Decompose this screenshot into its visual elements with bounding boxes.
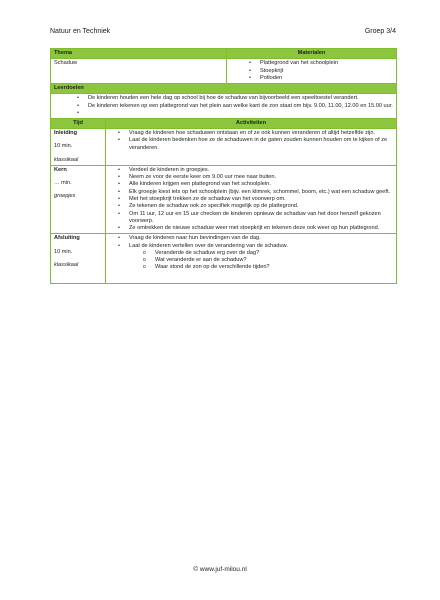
material-item: • Plattegrond van het schoolplein [260,60,393,67]
activity-item: • Laat de kinderen vertellen over de verandering van de schaduw. [129,243,393,250]
activity-item: • Alle kinderen krijgen een plattegrond van het schoolplein. [129,181,393,188]
empty-bullet [88,110,393,117]
page-header [50,28,396,40]
kern-row [51,165,397,233]
phase-form: groepjes [54,193,76,200]
materials-cell [227,59,397,84]
question-item: o Veranderde de schaduw erg over de dag? [155,250,393,257]
afsluiting-activities [106,234,397,283]
goal-item: • De kinderen houden een hele dag op school bij hoe de schaduw van bijvoorbeeld een speeltoestel verandert. [88,95,393,102]
question-item: o Waar stond de zon op de verschillende tijden? [155,264,393,271]
activity-item: • Met het stoepkrijt trekken ze de schaduw van het voorwerp om. [129,196,393,203]
kern-time-cell [51,165,106,233]
activity-item: • Laat de kinderen bedenken hoe ze de schaduwen in de gaten zouden kunnen houden om te kijken of ze veranderen. [129,137,393,152]
lesson-plan-table [50,48,397,284]
footer-credit: © www.juf-milou.nl [193,566,247,573]
leerdoelen-header-row [51,84,397,94]
activity-item: • Verdeel de kinderen in groepjes. [129,167,393,174]
phase-duration: 10 min. [54,143,73,150]
leerdoelen-cell [51,94,397,119]
question-item: o Wat veranderde er aan de schaduw? [155,257,393,264]
materials-label: Materialen [227,49,397,59]
thema-row [51,59,397,84]
activity-item: • Om 11 uur, 12 uur en 15 uur checken de kinderen opnieuw de schaduw van het door henzelf gekozen voorwerp. [129,211,393,226]
thema-header-row [51,49,397,59]
inleiding-time-cell [51,129,106,166]
phase-title: Afsluiting [54,235,80,242]
activities-header-row [51,118,397,128]
phase-title: Inleiding [54,130,77,137]
goal-item: • De kinderen tekenen op een plattegrond van het plein aan welke kant de zon staat om bijv. 9.00, 11.00, 12.00 en 15.00 uur. [88,103,393,110]
material-item: • Potloden [260,75,393,82]
phase-form: klassikaal [54,156,79,163]
activity-item: • Elk groepje kiest iets op het schoolplein (bijv. een klimrek, schommel, boom, etc.) wat een schaduw geeft. [129,189,393,196]
leerdoelen-row [51,94,397,119]
activities-header: Activiteiten [106,118,397,128]
group-label: Groep 3/4 [364,28,396,35]
inleiding-activities [106,129,397,166]
afsluiting-row [51,234,397,283]
phase-duration: … min. [54,180,72,187]
thema-value: Schaduw [51,59,227,84]
subject-title: Natuur en Techniek [50,28,111,35]
phase-form: klassikaal [54,261,79,268]
activity-item: • Neem ze voor de eerste keer om 9.00 uur mee naar buiten. [129,174,393,181]
phase-title: Kern [54,166,67,173]
afsluiting-time-cell [51,234,106,283]
kern-activities [106,165,397,233]
activity-item: • Vraag de kinderen hoe schaduwen ontstaan en of ze ook kunnen veranderen of altijd hetzelfde zijn. [129,130,393,137]
inleiding-row [51,129,397,166]
activity-item: • Ze tekenen de schaduw ook zo specifiek mogelijk op de plattegrond. [129,203,393,210]
activity-item: • Vraag de kinderen naar hun bevindingen van de dag. [129,235,393,242]
thema-label: Thema [51,49,227,59]
activity-item: • Ze omtrekken de nieuwe schaduw weer met stoepkrijt en tekenen deze ook weer op hun plattegrond. [129,225,393,232]
phase-duration: 10 min. [54,248,73,255]
material-item: • Stoepkrijt [260,68,393,75]
time-header: Tijd [51,118,106,128]
leerdoelen-label: Leerdoelen [51,84,397,94]
